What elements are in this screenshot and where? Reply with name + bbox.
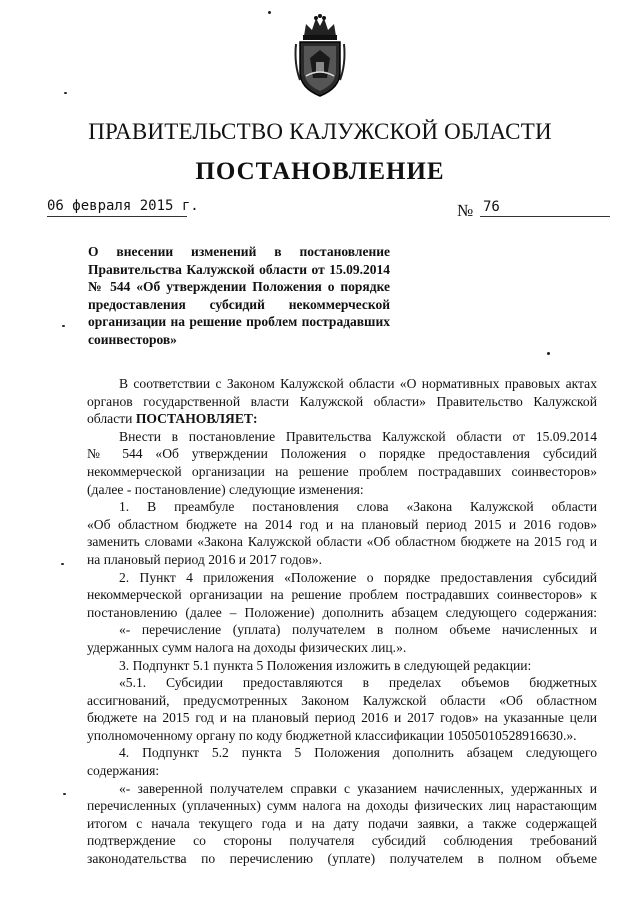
body-line: итогом с начала текущего года и на дату подачи заявки, а также содержащей (87, 815, 597, 831)
document-type: ПОСТАНОВЛЕНИЕ (195, 158, 445, 185)
preamble-line (87, 410, 597, 428)
number-label: № (457, 201, 474, 220)
body-line: удержанных сумм налога на доходы физических лиц.». (87, 639, 407, 655)
body-line: некоммерческой организации на решение проблем пострадавших соинвесторов» (87, 463, 597, 479)
subject-line: соинвесторов» (88, 331, 177, 347)
document-subject (88, 243, 390, 349)
body-line: (далее - постановление) следующие изменения: (87, 481, 364, 497)
body-line: «5.1. Субсидии предоставляются в пределах объемов бюджетных (119, 675, 597, 691)
body-line: № 544 «Об утверждении Положения о порядке предоставления субсидий (87, 446, 597, 462)
number-underline (480, 216, 610, 217)
body-line: бюджете на 2015 год и на плановый период 2016 и 2017 годов» на указанные цели (87, 710, 597, 726)
scan-speck (62, 325, 65, 327)
body-line: 1. В преамбуле постановления слова «Закона Калужской области (119, 499, 597, 515)
body-line: заменить словами «Закона Калужской области «Об областном бюджете на 2015 год и (87, 534, 597, 550)
body-line: «- заверенной получателем справки с указанием начисленных, удержанных и (119, 780, 597, 796)
body-line: уполномоченному органу по коду бюджетной классификации 10505010528916630.». (87, 727, 577, 743)
scan-speck (547, 352, 550, 355)
scan-speck (63, 793, 66, 795)
body-line: 2. Пункт 4 приложения «Положение о порядке предоставления субсидий (119, 569, 597, 585)
preamble-line: В соответствии с Законом Калужской области «О нормативных правовых актах (119, 376, 597, 391)
body-line: «Об областном бюджете на 2014 год и на плановый период 2015 и 2016 годов» (87, 516, 597, 532)
body-line: Внести в постановление Правительства Калужской области от 15.09.2014 (119, 428, 597, 444)
subject-line: организации на решение проблем пострадавших (88, 314, 390, 330)
body-line: постановлению (далее – Положение) дополнить абзацем следующего содержания: (87, 604, 597, 620)
government-title: ПРАВИТЕЛЬСТВО КАЛУЖСКОЙ ОБЛАСТИ (88, 119, 552, 144)
resolves-keyword: ПОСТАНОВЛЯЕТ: (135, 411, 258, 427)
scan-speck (64, 92, 67, 94)
date-underline (47, 216, 187, 217)
scan-speck (61, 563, 64, 565)
document-date: 06 февраля 2015 г. (47, 198, 199, 214)
document-number: 76 (483, 199, 500, 215)
body-lines (87, 428, 597, 868)
body-line: подтверждение со стороны получателя субсидий соблюдения требований (87, 833, 597, 849)
body-line: некоммерческой организации на решение проблем пострадавших соинвесторов» к (87, 587, 597, 603)
body-line: перечисленных (уплаченных) сумм налога на доходы физических лиц нарастающим (87, 798, 597, 814)
body-line: на плановый период 2016 и 2017 годов». (87, 551, 323, 567)
body-line: «- перечисление (уплата) получателем в полном объеме начисленных и (119, 622, 597, 638)
body-line: 3. Подпункт 5.1 пункта 5 Положения изложить в следующей редакции: (119, 657, 532, 673)
body-line: ассигнований, предусмотренных Законом Калужской области «Об областном (87, 692, 597, 708)
body-line: содержания: (87, 763, 160, 779)
preamble-prefix: области (87, 411, 133, 427)
body-line: 4. Подпункт 5.2 пункта 5 Положения дополнить абзацем следующего (119, 745, 597, 761)
subject-line: О внесении изменений в постановление (88, 244, 390, 259)
body-line: законодательства по перечислению (уплате) получателем в полном объеме (87, 851, 597, 867)
document-body (87, 375, 597, 868)
preamble-line: органов государственной власти Калужской области» Правительство Калужской (87, 393, 597, 409)
subject-line: предоставления субсидий некоммерческой (88, 296, 390, 312)
subject-line: № 544 «Об утверждении Положения о порядке (88, 279, 390, 295)
subject-line: Правительства Калужской области от 15.09.2014 (88, 261, 390, 277)
kaluga-coat-of-arms-icon (292, 14, 348, 100)
scan-speck (268, 11, 271, 14)
